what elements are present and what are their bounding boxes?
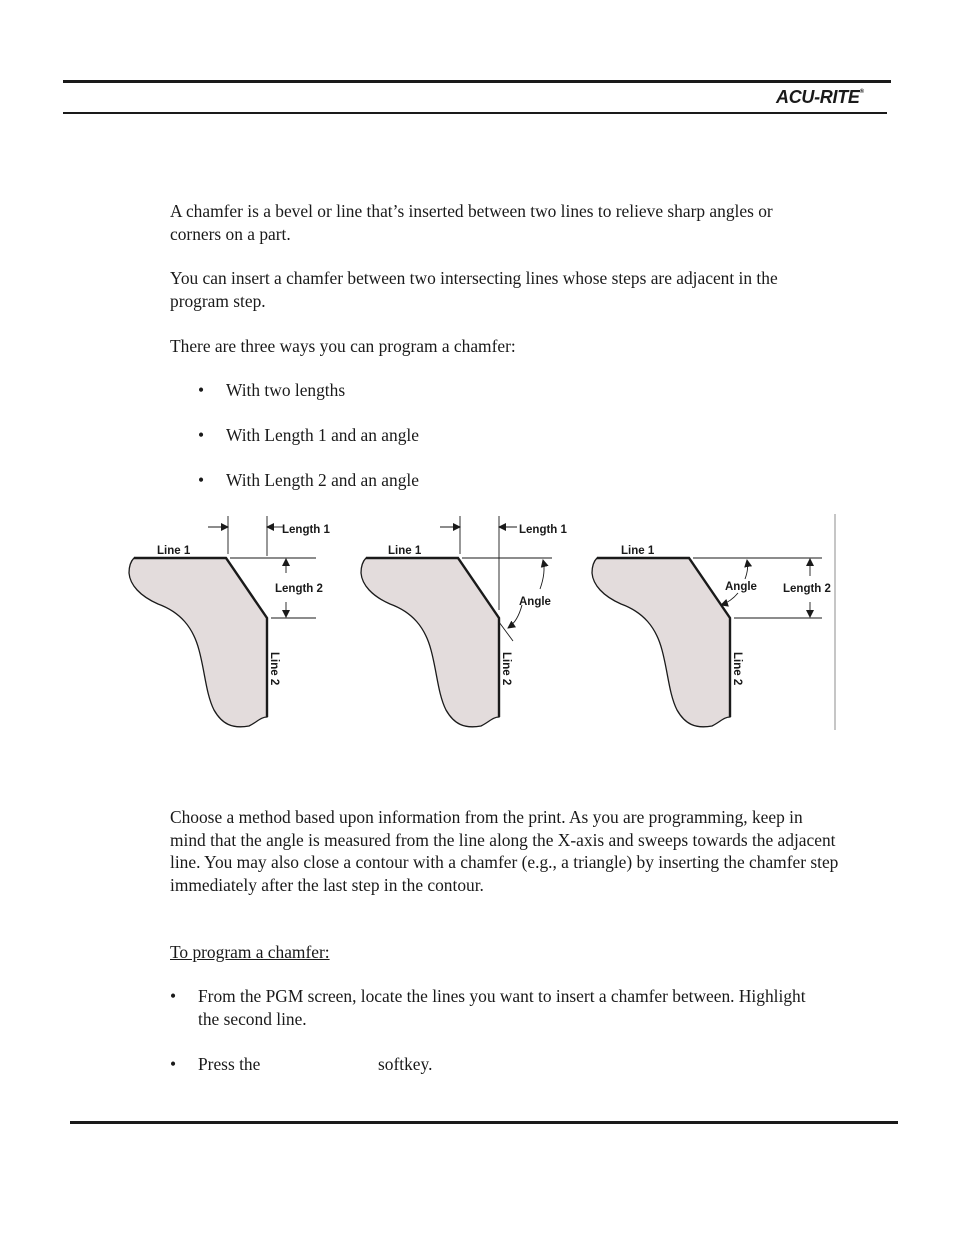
header-rule-top <box>63 80 891 83</box>
chamfer-panel-length1-angle <box>361 516 568 727</box>
line-1-label: Line 1 <box>157 545 191 557</box>
chamfer-panel-length2-angle <box>592 514 835 730</box>
methods-intro-paragraph: There are three ways you can program a chamfer: <box>170 336 516 356</box>
footer-rule <box>70 1121 898 1124</box>
line-2-label: Line 2 <box>500 652 512 686</box>
line-1-label: Line 1 <box>388 545 422 557</box>
intro-paragraph: A chamfer is a bevel or line that’s inserted between two lines to relieve sharp angles or corners on a part. <box>170 201 773 244</box>
adjacent-lines-paragraph: You can insert a chamfer between two intersecting lines whose steps are adjacent in the program step. <box>170 268 778 311</box>
line-2-label: Line 2 <box>731 652 743 686</box>
length-1-label: Length 1 <box>519 524 567 536</box>
angle-label: Angle <box>725 581 757 593</box>
angle-label: Angle <box>519 596 551 608</box>
acu-rite-logo: ACU-RITE® <box>776 87 864 107</box>
chamfer-panel-two-lengths <box>129 516 331 727</box>
procedure-title: To program a chamfer: <box>170 942 330 962</box>
line-1-label: Line 1 <box>621 545 655 557</box>
chamfer-methods-figure <box>120 510 850 735</box>
length-2-label: Length 2 <box>275 583 323 595</box>
header-rule-bottom <box>63 112 887 114</box>
length-1-label: Length 1 <box>282 524 330 536</box>
method-choice-paragraph: Choose a method based upon information from the print. As you are programming, keep in mind that the angle is measured from the line along the X-axis and sweeps towards the adjacent line. You may also close a contour with a chamfer (e.g., a triangle) by inserting the chamfer step immediately after the last step in the contour. <box>170 807 839 895</box>
length-2-label: Length 2 <box>783 583 831 595</box>
line-2-label: Line 2 <box>268 652 280 686</box>
